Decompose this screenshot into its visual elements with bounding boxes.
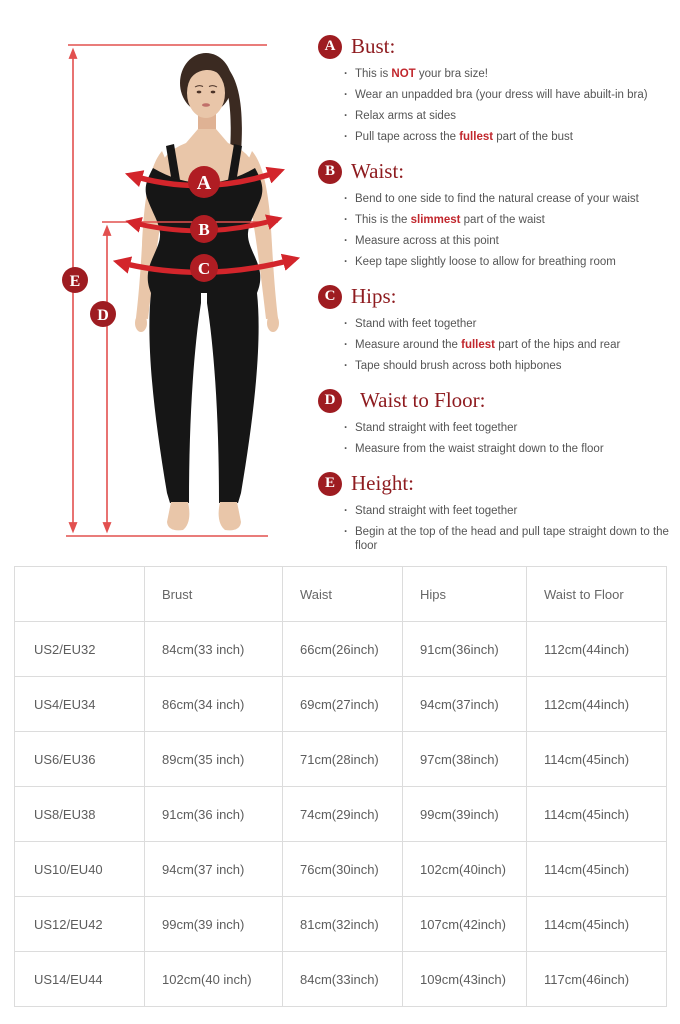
section-letter-badge: D [318, 389, 342, 413]
instruction-bullet: · Relax arms at sides [344, 109, 670, 123]
instruction-section-c [318, 284, 672, 373]
measurement-cell: 94cm(37 inch) [145, 842, 283, 897]
instruction-section-a [318, 34, 672, 144]
section-heading [318, 471, 672, 496]
measurement-cell: 94cm(37inch) [403, 677, 527, 732]
measurement-cell: 114cm(45inch) [527, 787, 667, 842]
measurement-figure [40, 25, 320, 560]
size-label-cell: US14/EU44 [15, 952, 145, 1007]
measurement-cell: 99cm(39 inch) [145, 897, 283, 952]
measurement-cell: 112cm(44inch) [527, 677, 667, 732]
measurement-cell: 91cm(36inch) [403, 622, 527, 677]
measurement-cell: 76cm(30inch) [283, 842, 403, 897]
section-title: Hips: [351, 284, 397, 309]
measurement-cell: 114cm(45inch) [527, 842, 667, 897]
instruction-section-b [318, 159, 672, 269]
instruction-bullet: · Measure around the fullest part of the hips and rear [344, 338, 670, 352]
instruction-bullet: · Begin at the top of the head and pull tape straight down to the floor [344, 525, 670, 553]
measurement-cell: 109cm(43inch) [403, 952, 527, 1007]
svg-text:D: D [97, 307, 109, 324]
section-bullets [344, 192, 670, 269]
section-title: Height: [351, 471, 414, 496]
svg-text:E: E [69, 273, 81, 290]
instruction-bullet: · Measure across at this point [344, 234, 670, 248]
instruction-bullet: · Stand with feet together [344, 317, 670, 331]
height-marker-badge [62, 267, 88, 293]
svg-text:C: C [197, 259, 211, 278]
instruction-bullet: · Stand straight with feet together [344, 504, 670, 518]
svg-text:B: B [198, 220, 210, 239]
measurement-cell: 91cm(36 inch) [145, 787, 283, 842]
measurement-cell: 112cm(44inch) [527, 622, 667, 677]
instruction-bullet: · Tape should brush across both hipbones [344, 359, 670, 373]
instruction-bullet: · Measure from the waist straight down to the floor [344, 442, 670, 456]
section-title: Waist: [351, 159, 405, 184]
instruction-section-e [318, 471, 672, 553]
section-bullets [344, 504, 670, 553]
size-label-cell: US12/EU42 [15, 897, 145, 952]
size-label-cell: US8/EU38 [15, 787, 145, 842]
section-letter-badge: B [318, 160, 342, 184]
section-heading [318, 34, 672, 59]
svg-text:A: A [196, 172, 212, 194]
measurement-cell: 69cm(27inch) [283, 677, 403, 732]
measurement-cell: 114cm(45inch) [527, 732, 667, 787]
column-header: Waist [283, 567, 403, 622]
measurement-cell: 114cm(45inch) [527, 897, 667, 952]
measurement-cell: 84cm(33inch) [283, 952, 403, 1007]
table-row [15, 622, 667, 677]
column-header: Waist to Floor [527, 567, 667, 622]
waist-marker-badge [190, 215, 218, 243]
section-title: Bust: [351, 34, 396, 58]
measurement-cell: 81cm(32inch) [283, 897, 403, 952]
waist-to-floor-marker-badge [90, 301, 116, 327]
table-row [15, 787, 667, 842]
measurement-cell: 66cm(26inch) [283, 622, 403, 677]
model-illustration [135, 53, 279, 530]
measurement-cell: 102cm(40 inch) [145, 952, 283, 1007]
section-letter-badge: E [318, 472, 342, 496]
measurement-cell: 97cm(38inch) [403, 732, 527, 787]
table-row [15, 842, 667, 897]
measurement-cell: 74cm(29inch) [283, 787, 403, 842]
size-label-cell: US2/EU32 [15, 622, 145, 677]
instruction-bullet: · This is NOT your bra size! [344, 67, 670, 81]
table-row [15, 677, 667, 732]
hips-marker-badge [190, 254, 218, 282]
table-row [15, 732, 667, 787]
column-header: Brust [145, 567, 283, 622]
size-label-cell: US4/EU34 [15, 677, 145, 732]
section-bullets [344, 67, 670, 144]
instruction-section-d [318, 388, 672, 456]
measurement-cell: 86cm(34 inch) [145, 677, 283, 732]
header-row [15, 567, 667, 622]
size-chart-header [15, 567, 667, 622]
bust-marker-badge [188, 166, 220, 198]
section-heading [318, 388, 672, 413]
size-label-cell: US6/EU36 [15, 732, 145, 787]
section-letter-badge: C [318, 285, 342, 309]
measurement-cell: 117cm(46inch) [527, 952, 667, 1007]
instruction-bullet: · Pull tape across the fullest part of the bust [344, 130, 670, 144]
measurement-cell: 84cm(33 inch) [145, 622, 283, 677]
section-heading [318, 284, 672, 309]
column-header [15, 567, 145, 622]
size-chart-body [15, 622, 667, 1007]
measurement-cell: 71cm(28inch) [283, 732, 403, 787]
table-row [15, 897, 667, 952]
instruction-bullet: · Stand straight with feet together [344, 421, 670, 435]
section-bullets [344, 317, 670, 373]
table-row [15, 952, 667, 1007]
section-title: Waist to Floor: [360, 388, 486, 413]
measurement-cell: 89cm(35 inch) [145, 732, 283, 787]
measurement-figure-illustration [40, 25, 320, 560]
section-bullets [344, 421, 670, 456]
size-chart-table [14, 566, 667, 1007]
measurement-cell: 107cm(42inch) [403, 897, 527, 952]
instruction-bullet: · Bend to one side to find the natural crease of your waist [344, 192, 670, 206]
instruction-bullet: · Wear an unpadded bra (your dress will have abuilt-in bra) [344, 88, 670, 102]
size-label-cell: US10/EU40 [15, 842, 145, 897]
measure-instructions [318, 34, 672, 568]
instruction-bullet: · Keep tape slightly loose to allow for breathing room [344, 255, 670, 269]
section-letter-badge: A [318, 35, 342, 59]
column-header: Hips [403, 567, 527, 622]
measurement-cell: 99cm(39inch) [403, 787, 527, 842]
section-heading [318, 159, 672, 184]
instruction-bullet: · This is the slimmest part of the waist [344, 213, 670, 227]
measurement-cell: 102cm(40inch) [403, 842, 527, 897]
